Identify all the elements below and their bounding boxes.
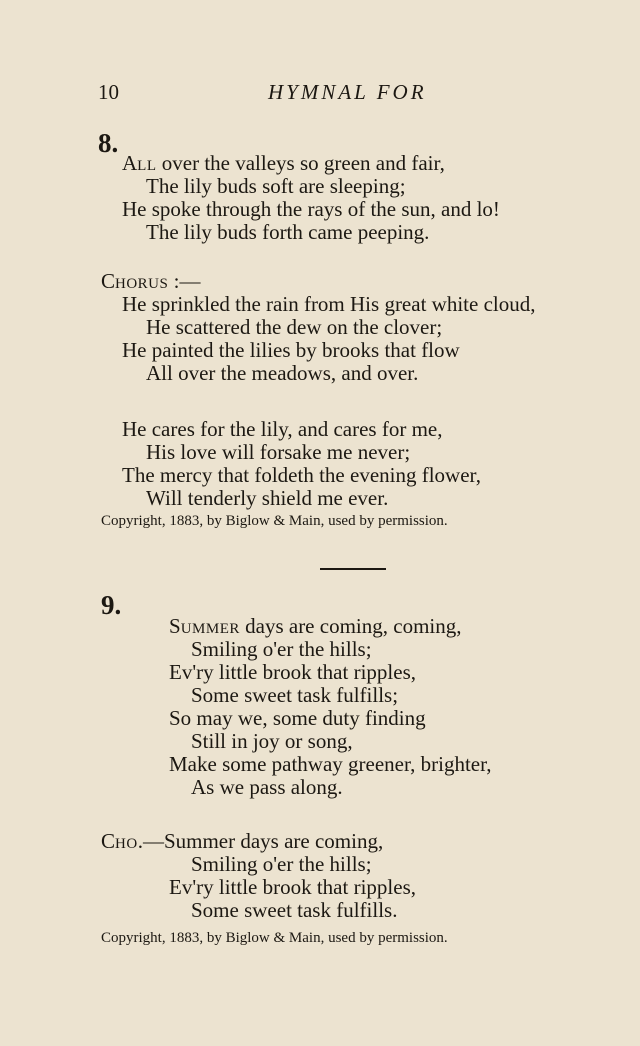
hymn-9-line: Make some pathway greener, brighter, [169, 752, 492, 776]
hymn-9-line: As we pass along. [191, 775, 343, 799]
hymn-9-line: Smiling o'er the hills; [191, 637, 372, 661]
chorus-line: He painted the lilies by brooks that flow [122, 338, 460, 362]
small-caps: LL [137, 158, 157, 174]
hymn-9-copyright: Copyright, 1883, by Biglow & Main, used by permission. [101, 930, 448, 946]
initial-letter: C [101, 829, 116, 853]
hymn-9-line: So may we, some duty finding [169, 706, 426, 730]
verse2-line: His love will forsake me never; [146, 440, 411, 464]
hymn-9-line: Some sweet task fulfills; [191, 683, 399, 707]
page-number: 10 [98, 80, 119, 104]
initial-letter: C [101, 269, 116, 293]
hymn-8-verse1-line2: The lily buds soft are sleeping; [146, 174, 406, 198]
hymn-8-verse1-line4: The lily buds forth came peeping. [146, 220, 430, 244]
line-text: over the valleys so green and fair, [156, 151, 445, 175]
initial-letter: A [122, 151, 138, 175]
small-caps: HORUS [115, 276, 169, 292]
line-text: days are coming, coming, [239, 614, 462, 638]
chorus-line: All over the meadows, and over. [146, 361, 419, 385]
running-title: HYMNAL FOR [268, 80, 427, 104]
cho-line: Ev'ry little brook that ripples, [169, 875, 416, 899]
initial-letter: S [169, 614, 181, 638]
line-text: .—Summer days are coming, [137, 829, 384, 853]
hymn-9-number: 9. [101, 590, 122, 620]
verse2-line: Will tenderly shield me ever. [146, 486, 389, 510]
hymn-8-copyright: Copyright, 1883, by Biglow & Main, used by permission. [101, 513, 448, 529]
verse2-line: The mercy that foldeth the evening flower, [122, 463, 481, 487]
hymn-9-line: Still in joy or song, [191, 729, 353, 753]
verse2-line: He cares for the lily, and cares for me, [122, 417, 443, 441]
cho-line: Smiling o'er the hills; [191, 852, 372, 876]
chorus-line: He scattered the dew on the clover; [146, 315, 443, 339]
cho-line: Some sweet task fulfills. [191, 898, 398, 922]
hymn-9-line: Ev'ry little brook that ripples, [169, 660, 416, 684]
section-divider [320, 568, 386, 570]
small-caps: HO [115, 836, 138, 852]
hymn-8-verse1-line3: He spoke through the rays of the sun, and lo! [122, 197, 500, 221]
hymn-8-number: 8. [98, 128, 119, 158]
small-caps: UMMER [180, 621, 240, 637]
chorus-line: He sprinkled the rain from His great white cloud, [122, 292, 536, 316]
label-punctuation: :— [168, 269, 201, 293]
